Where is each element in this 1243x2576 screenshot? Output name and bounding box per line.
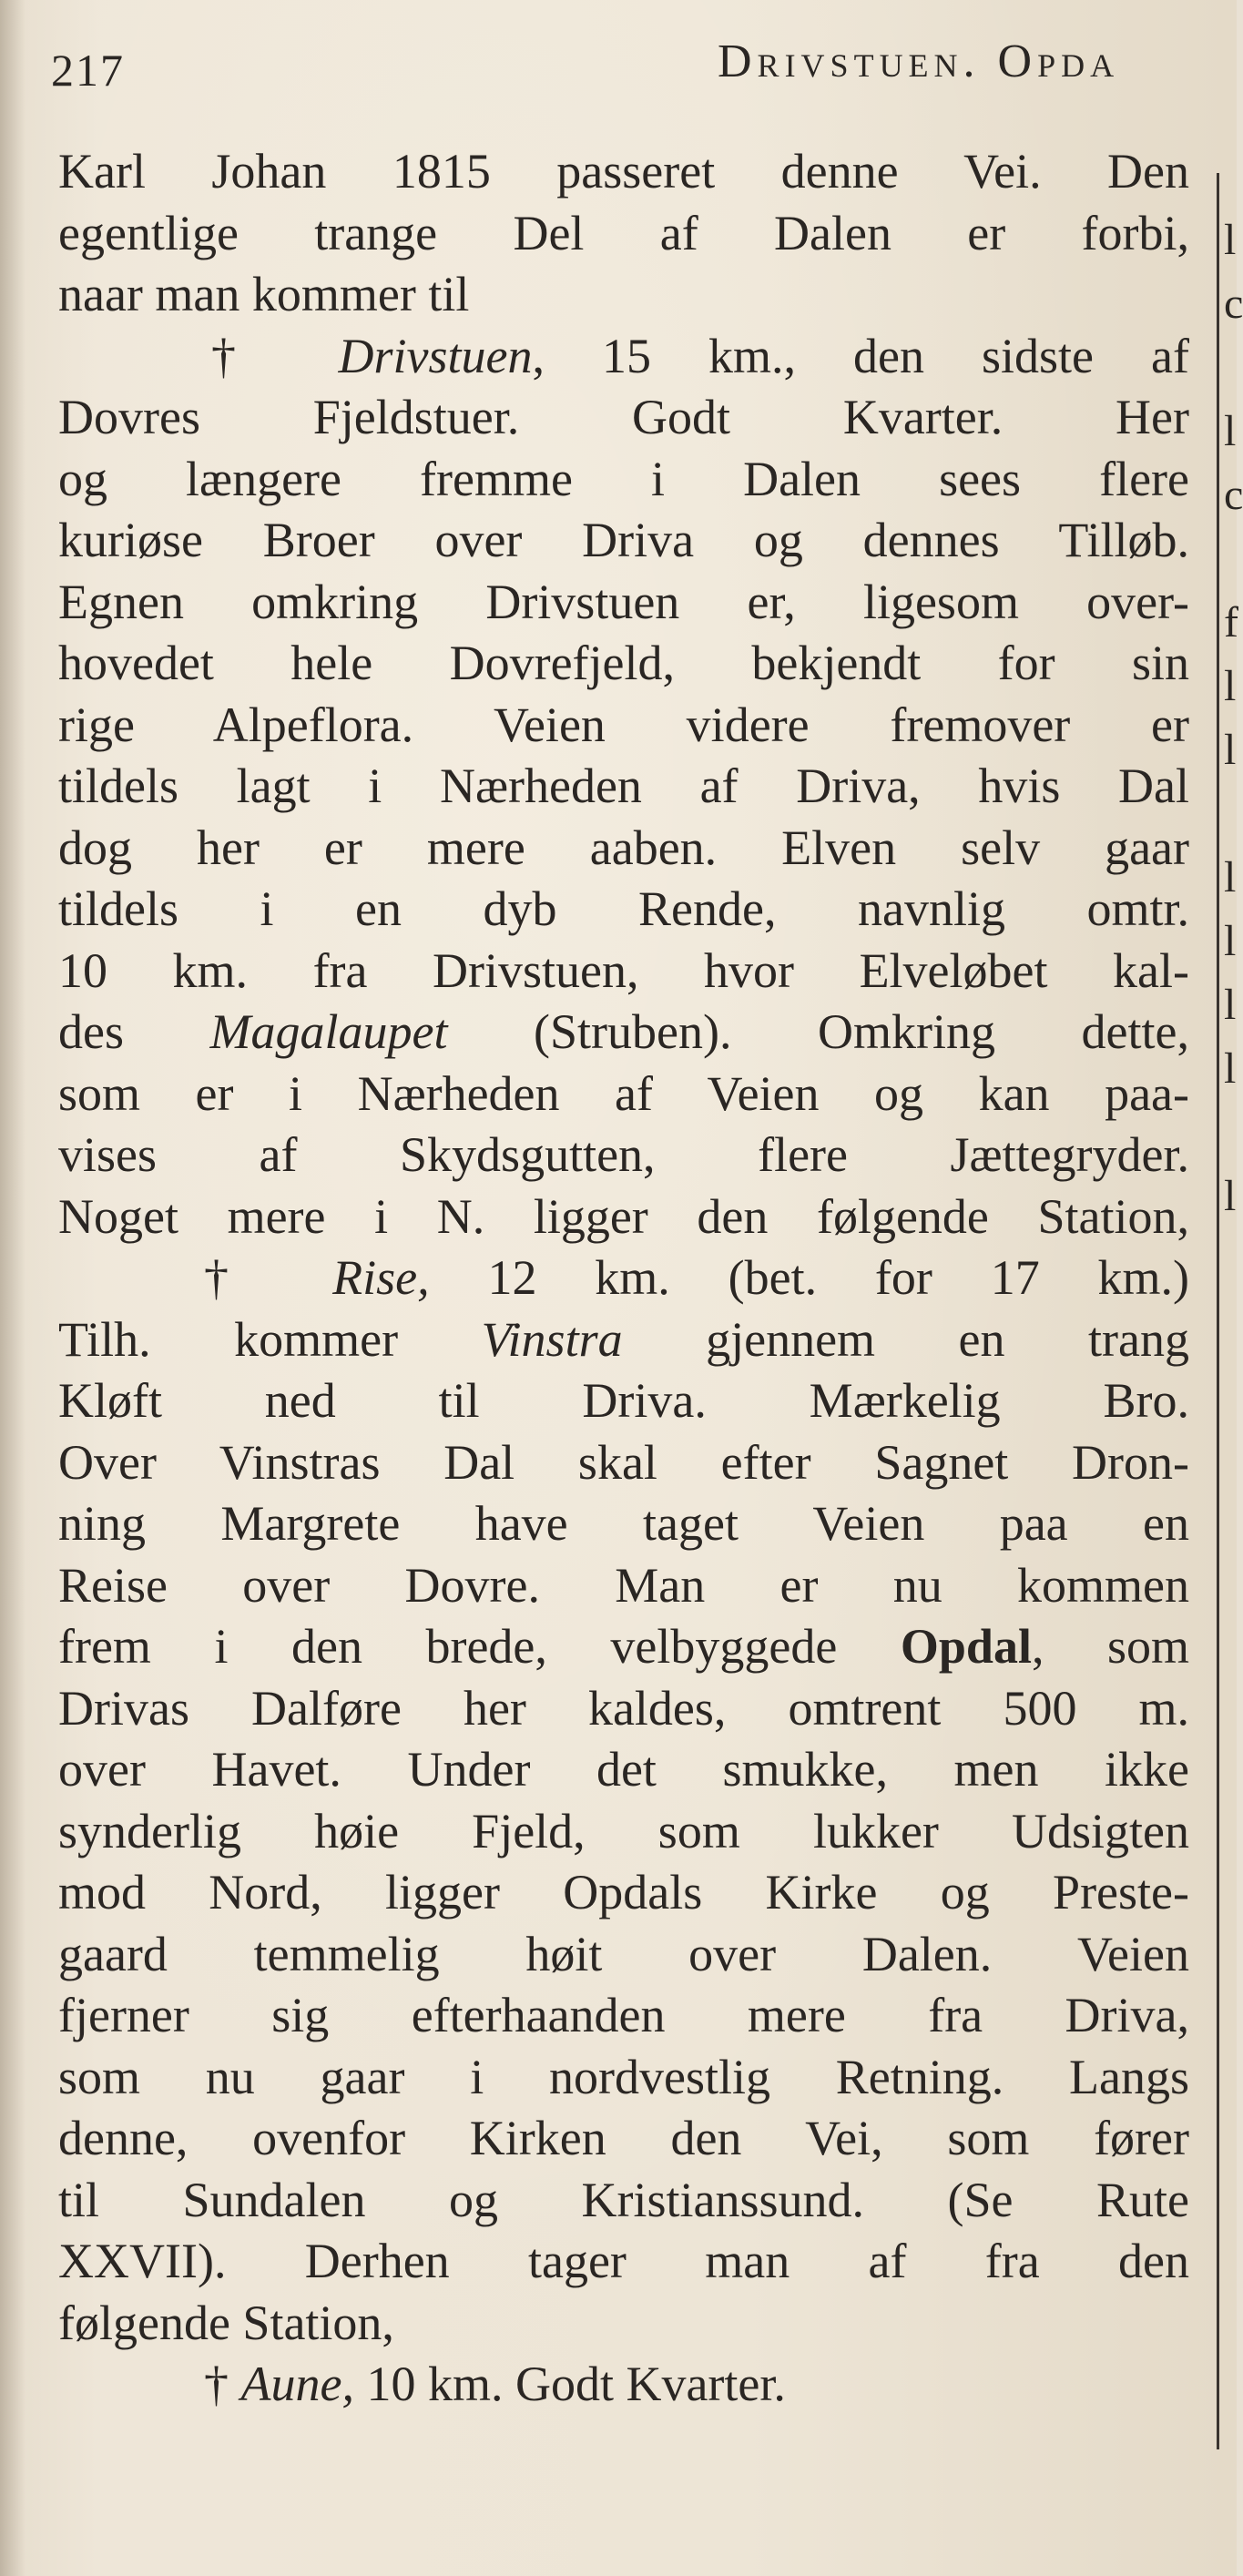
place-name-italic: Magalaupet: [209, 1004, 448, 1059]
station-line-rise: [58, 1247, 1189, 1309]
text-line: Egnen omkring Drivstuen er, ligesom over-: [58, 574, 1189, 629]
text-line: tildels lagt i Nærheden af Driva, hvis Dal: [58, 759, 1189, 813]
dagger-mark: †: [204, 1250, 333, 1305]
adjacent-column-fragment: [1222, 0, 1243, 2576]
cut-letter: l: [1224, 216, 1237, 264]
text-line: egentlige trange Del af Dalen er forbi,: [58, 205, 1189, 260]
text-line: vises af Skydsgutten, flere Jættegryder.: [58, 1127, 1189, 1182]
page-number: 217: [51, 45, 125, 96]
text-line: som er i Nærheden af Veien og kan paa-: [58, 1065, 1189, 1121]
place-name-italic: Vinstra: [481, 1311, 623, 1367]
station-details: , 15 km., den sidste af: [532, 328, 1189, 383]
running-head: Drivstuen. Opda: [718, 36, 1120, 87]
text-line: mod Nord, ligger Opdals Kirke og Preste-: [58, 1865, 1189, 1919]
binding-shadow: [0, 0, 25, 2576]
cut-letter: l: [1224, 726, 1237, 774]
station-line-drivstuen: [58, 326, 1189, 388]
text-line: XXVII). Derhen tager man af fra den: [58, 2234, 1189, 2288]
text-line: Noget mere i N. ligger den følgende Station,: [58, 1188, 1189, 1244]
text-line: [58, 1616, 1189, 1678]
cut-letter: l: [1224, 853, 1237, 901]
cut-letter: l: [1224, 1044, 1237, 1093]
text-line: naar man kommer til: [58, 267, 470, 321]
text-line: Karl Johan 1815 passeret denne Vei. Den: [58, 144, 1189, 199]
text-line: dog her er mere aaben. Elven selv gaar: [58, 820, 1189, 875]
station-details: 10 km. Godt Kvarter.: [353, 2357, 786, 2411]
text-fragment: , som: [1031, 1619, 1189, 1674]
cut-letter: f: [1224, 598, 1238, 647]
text-fragment: des: [58, 1004, 210, 1059]
text-line: denne, ovenfor Kirken den Vei, som fører: [58, 2111, 1189, 2165]
station-line-aune: [58, 2354, 1189, 2416]
place-name-bold: Opdal: [900, 1619, 1032, 1674]
text-line: [58, 1002, 1189, 1064]
text-line: Dovres Fjeldstuer. Godt Kvarter. Her: [58, 390, 1189, 444]
body-text: [58, 141, 1189, 2509]
station-details: 12 km. (bet. for 17 km.): [429, 1250, 1190, 1305]
text-fragment: Tilh. kommer: [58, 1311, 482, 1367]
cut-letter: l: [1224, 1172, 1237, 1220]
text-fragment: frem i den brede, velbyggede: [58, 1619, 901, 1674]
column-rule: [1217, 173, 1219, 2449]
text-line: hovedet hele Dovrefjeld, bekjendt for sin: [58, 636, 1189, 690]
cut-letter: l: [1224, 662, 1237, 710]
text-line: ning Margrete have taget Veien paa en: [58, 1496, 1189, 1551]
page-header: [51, 35, 1237, 107]
text-line: synderlig høie Fjeld, som lukker Udsigten: [58, 1803, 1189, 1858]
dagger-mark: †: [204, 2357, 241, 2411]
cut-letter: c: [1224, 280, 1243, 328]
text-line: fjerner sig efterhaanden mere fra Driva,: [58, 1988, 1189, 2042]
text-line: kuriøse Broer over Driva og dennes Tilløb.: [58, 513, 1189, 567]
text-line: Kløft ned til Driva. Mærkelig Bro.: [58, 1373, 1189, 1428]
text-line: rige Alpeflora. Veien videre fremover er: [58, 697, 1189, 752]
cut-letter: l: [1224, 407, 1237, 455]
text-line: [58, 1309, 1189, 1371]
station-name: Aune,: [240, 2357, 354, 2411]
text-line: tildels i en dyb Rende, navnlig omtr.: [58, 881, 1189, 936]
text-line: følgende Station,: [58, 2295, 394, 2350]
text-line: 10 km. fra Drivstuen, hvor Elveløbet kal-: [58, 942, 1189, 998]
station-name: Drivstuen: [338, 328, 533, 383]
cut-letter: l: [1224, 981, 1237, 1029]
text-line: til Sundalen og Kristianssund. (Se Rute: [58, 2172, 1189, 2227]
cut-letter: l: [1224, 917, 1237, 965]
text-line: over Havet. Under det smukke, men ikke: [58, 1742, 1189, 1797]
text-fragment: (Struben). Omkring dette,: [447, 1004, 1189, 1059]
text-line: gaard temmelig høit over Dalen. Veien: [58, 1926, 1189, 1981]
text-line: Drivas Dalføre her kaldes, omtrent 500 m.: [58, 1680, 1189, 1736]
text-line: Over Vinstras Dal skal efter Sagnet Dron-: [58, 1434, 1189, 1490]
text-line: som nu gaar i nordvestlig Retning. Langs: [58, 2049, 1189, 2104]
station-name: Rise,: [332, 1250, 430, 1305]
text-fragment: gjennem en trang: [622, 1311, 1189, 1367]
text-line: og længere fremme i Dalen sees flere: [58, 451, 1189, 506]
dagger-mark: †: [211, 328, 339, 383]
cut-letter: c: [1224, 471, 1243, 519]
text-line: Reise over Dovre. Man er nu kommen: [58, 1557, 1189, 1613]
